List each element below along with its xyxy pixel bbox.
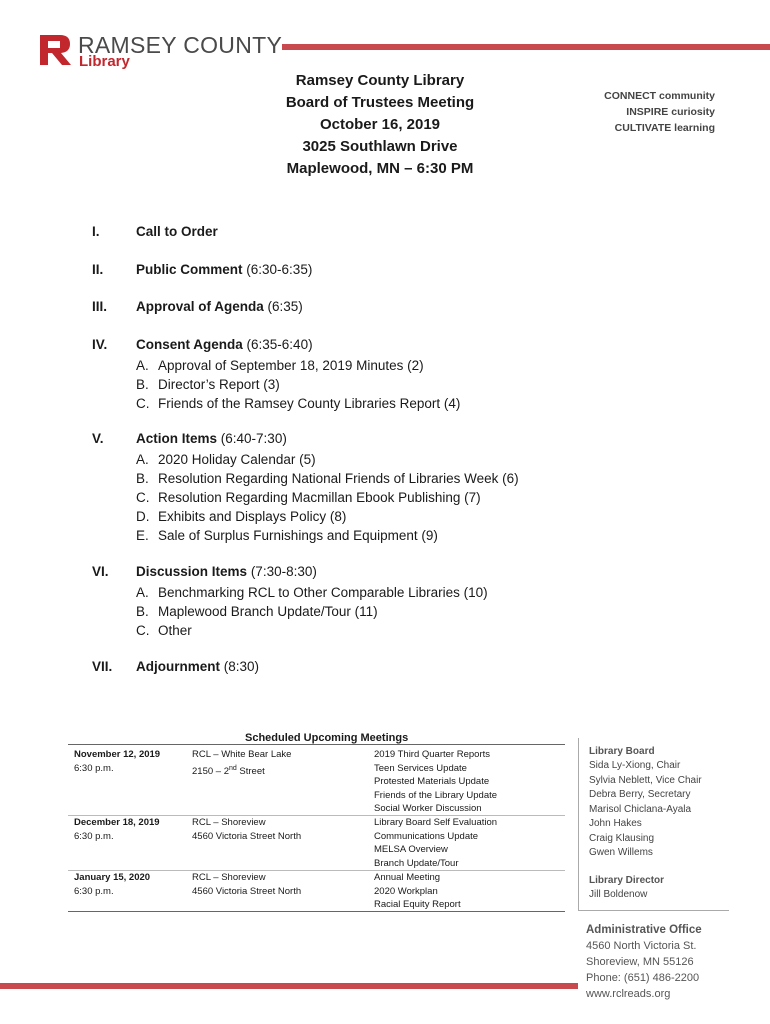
agenda-title: Discussion Items [136,564,248,579]
agenda-time: (6:30-6:35) [246,262,313,277]
meeting-topic: Friends of the Library Update [374,789,498,801]
agenda-subitems [136,356,460,413]
board-member: Craig Klausing [589,832,655,844]
meeting-location: RCL – White Bear Lake [192,749,292,760]
tagline-line: CULTIVATE learning [614,122,715,134]
agenda-subitems [136,583,488,640]
meetings-title: Scheduled Upcoming Meetings [245,732,409,744]
board-sidebar [578,738,729,911]
agenda-title: Public Comment [136,262,243,277]
meeting-topic: 2020 Workplan [374,885,438,897]
meeting-topic: Branch Update/Tour [374,857,459,869]
director-name [589,888,647,903]
director: Jill Boldenow [589,889,648,900]
agenda-number: IV. [92,337,108,352]
meeting-header [230,70,530,180]
meeting-topic: Social Worker Discussion [374,803,482,814]
logo-name: RAMSEY COUNTY [78,32,283,58]
agenda-subitem: C. Resolution Regarding Macmillan Ebook Publishing (7) [136,490,481,505]
agenda-number: III. [92,299,108,314]
meeting-topic: Teen Services Update [374,762,467,774]
meeting-time: 6:30 p.m. [74,885,114,897]
agenda-number: I. [92,224,100,239]
meeting-topic: Racial Equity Report [374,899,461,910]
meeting-topic: MELSA Overview [374,844,448,855]
agenda-time: (6:35-6:40) [246,337,313,352]
agenda-subitem: C. Other [136,623,192,638]
admin-office [586,922,702,1002]
meeting-date: January 15, 2020 [74,872,151,883]
board-member: John Hakes [589,818,642,829]
agenda-subitem: E. Sale of Surplus Furnishings and Equipment (9) [136,528,438,543]
agenda-title: Action Items [136,431,218,446]
meeting-date: November 12, 2019 [74,749,161,760]
meeting-date: December 18, 2019 [74,817,160,828]
agenda-number: VI. [92,564,109,579]
meeting-location: RCL – Shoreview [192,817,266,828]
agenda-subitem: C. Friends of the Ramsey County Libraries Report (4) [136,396,461,411]
agenda-time: (7:30-8:30) [250,564,317,579]
website-link[interactable]: www.rclreads.org [586,988,671,1000]
meeting-topic: Protested Materials Update [374,776,490,787]
tagline-line: CONNECT community [604,90,715,102]
agenda-number: II. [92,262,104,277]
agenda-subitem: A. 2020 Holiday Calendar (5) [136,452,316,467]
ramsey-logo-icon [38,33,74,67]
bottom-rule [0,983,578,989]
agenda-title: Call to Order [136,224,218,239]
logo-sub: Library [79,53,130,70]
meetings-divider [68,911,565,912]
meeting-time: 6:30 p.m. [74,762,114,774]
meeting-time: 6:30 p.m. [74,830,114,842]
agenda-time: (6:40-7:30) [220,431,287,446]
agenda-subitem: A. Benchmarking RCL to Other Comparable Libraries (10) [136,585,488,600]
board-member: Marisol Chiclana-Ayala [589,803,692,815]
meeting-topic: 2019 Third Quarter Reports [374,749,490,760]
agenda-title: Approval of Agenda [136,299,264,314]
header-line: Ramsey County Library [295,72,465,89]
director-title: Library Director [589,875,665,886]
tagline-line: INSPIRE curiosity [626,106,715,118]
admin-line: 4560 North Victoria St. [586,940,697,952]
meeting-location: RCL – Shoreview [192,872,266,883]
agenda-subitem: A. Approval of September 18, 2019 Minutes (2) [136,358,424,373]
agenda-subitem: D. Exhibits and Displays Policy (8) [136,509,347,524]
board-member: Sylvia Neblett, Vice Chair [589,774,702,786]
agenda-subitem: B. Maplewood Branch Update/Tour (11) [136,604,378,619]
agenda-number: V. [92,431,104,446]
board-member: Debra Berry, Secretary [589,789,691,800]
meeting-topic: Library Board Self Evaluation [374,817,498,828]
meeting-address: 2150 – 2nd Street [192,764,265,777]
meeting-topic: Annual Meeting [374,872,441,883]
admin-line: Phone: (651) 486-2200 [586,972,700,984]
header-line: Board of Trustees Meeting [285,94,475,111]
header-line: 3025 Southlawn Drive [302,138,458,155]
admin-title: Administrative Office [586,924,702,936]
agenda-subitem: B. Resolution Regarding National Friends of Libraries Week (6) [136,471,519,486]
agenda-subitem: B. Director’s Report (3) [136,377,280,392]
meetings-divider [68,744,565,745]
agenda-title: Adjournment [136,659,220,674]
agenda-subitems [136,450,519,545]
agenda-title: Consent Agenda [136,337,243,352]
board-members [589,759,702,861]
tagline [604,88,715,136]
board-member: Gwen Willems [589,847,653,858]
board-title: Library Board [589,746,655,757]
agenda-time: (8:30) [223,659,260,674]
meeting-address: 4560 Victoria Street North [192,830,302,842]
agenda-time: (6:35) [267,299,303,314]
admin-line: Shoreview, MN 55126 [586,956,694,968]
meeting-topic: Communications Update [374,830,479,842]
board-member: Sida Ly-Xiong, Chair [589,760,681,771]
top-rule [282,44,770,50]
header-line: Maplewood, MN – 6:30 PM [286,160,474,177]
agenda-number: VII. [92,659,113,674]
header-line: October 16, 2019 [319,116,441,133]
meeting-address: 4560 Victoria Street North [192,885,302,897]
